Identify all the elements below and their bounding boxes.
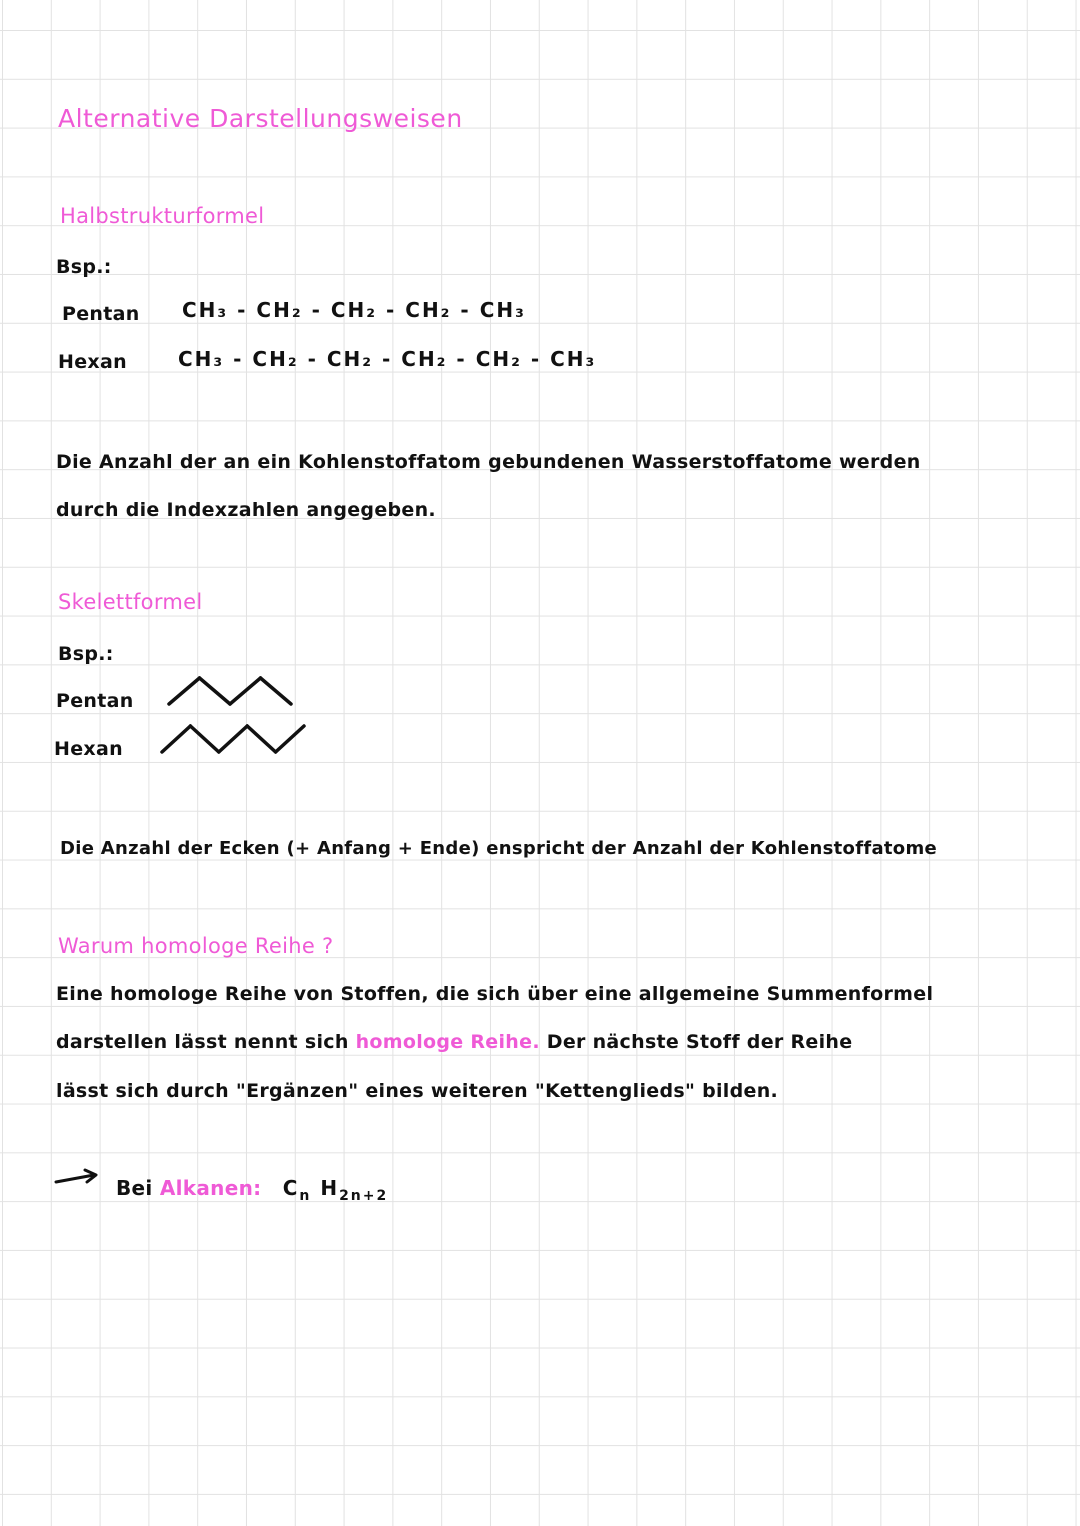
row-name-pentan: Pentan (62, 303, 140, 325)
bond-dash: - (447, 347, 476, 371)
bond-dash: - (228, 298, 257, 322)
halbstruktur-note-line1: Die Anzahl der an ein Kohlenstoffatom gebundenen Wasserstoffatome werden (56, 451, 921, 473)
homolog-term-highlight: homologe Reihe. (355, 1031, 540, 1053)
formula-group: CH₂ (252, 347, 299, 371)
bond-dash: - (377, 298, 406, 322)
skeletal-formula-pentan (165, 672, 295, 712)
carbon-bond (261, 678, 292, 704)
carbon-bond (276, 726, 304, 752)
carbon-bond (200, 678, 231, 704)
carbon-bond (169, 678, 200, 704)
bond-dash: - (302, 298, 331, 322)
example-label: Bsp.: (56, 256, 112, 278)
formula-group: CH₂ (405, 298, 452, 322)
skelett-note: Die Anzahl der Ecken (+ Anfang + Ende) enspricht der Anzahl der Kohlenstoffatome (60, 838, 938, 859)
formula-hydrogen-index: 2n+2 (339, 1188, 389, 1204)
carbon-bond (247, 726, 275, 752)
formula-group: CH₃ (178, 347, 225, 371)
formula-group: CH₃ (550, 347, 597, 371)
section-heading-skelett: Skelettformel (58, 590, 203, 614)
carbon-bond (190, 726, 218, 752)
example-label: Bsp.: (58, 643, 114, 665)
alkane-general-formula (282, 1176, 389, 1204)
skeletal-formula-hexan (158, 720, 308, 760)
formula-carbon: C (282, 1176, 300, 1200)
condensed-formula-pentan (182, 298, 526, 322)
alkane-highlight: Alkanen: (159, 1176, 262, 1200)
condensed-formula-hexan (178, 347, 596, 371)
carbon-bond (219, 726, 247, 752)
halbstruktur-note-line2: durch die Indexzahlen angegeben. (56, 499, 436, 521)
result-prefix: Bei (116, 1176, 153, 1200)
formula-group: CH₂ (256, 298, 303, 322)
carbon-bond (162, 726, 190, 752)
section-heading-homolog: Warum homologe Reihe ? (58, 934, 334, 958)
carbon-bond (230, 678, 261, 704)
formula-carbon-index: n (299, 1188, 312, 1204)
homolog-line2 (56, 1031, 852, 1053)
homolog-line3: lässt sich durch "Ergänzen" eines weiteren "Kettenglieds" bilden. (56, 1080, 779, 1102)
general-formula-line (116, 1176, 388, 1204)
formula-group: CH₃ (479, 298, 526, 322)
bond-dash: - (298, 347, 327, 371)
homolog-line2-start: darstellen lässt nennt sich (56, 1031, 349, 1053)
formula-hydrogen: H (320, 1176, 340, 1200)
row-name-pentan: Pentan (56, 690, 134, 712)
bond-dash: - (373, 347, 402, 371)
bond-dash: - (451, 298, 480, 322)
section-heading-halbstruktur: Halbstrukturformel (60, 204, 265, 228)
bond-dash: - (224, 347, 253, 371)
formula-group: CH₂ (401, 347, 448, 371)
homolog-line2-end: Der nächste Stoff der Reihe (546, 1031, 853, 1053)
formula-group: CH₂ (475, 347, 522, 371)
bond-dash: - (521, 347, 551, 371)
formula-group: CH₃ (182, 298, 229, 322)
formula-group: CH₂ (326, 347, 374, 371)
homolog-line1: Eine homologe Reihe von Stoffen, die sich über eine allgemeine Summenformel (56, 983, 934, 1005)
row-name-hexan: Hexan (54, 738, 123, 760)
page-title: Alternative Darstellungsweisen (58, 104, 463, 133)
arrow-right-icon (54, 1168, 104, 1188)
formula-group: CH₂ (330, 298, 378, 322)
row-name-hexan: Hexan (58, 351, 127, 373)
